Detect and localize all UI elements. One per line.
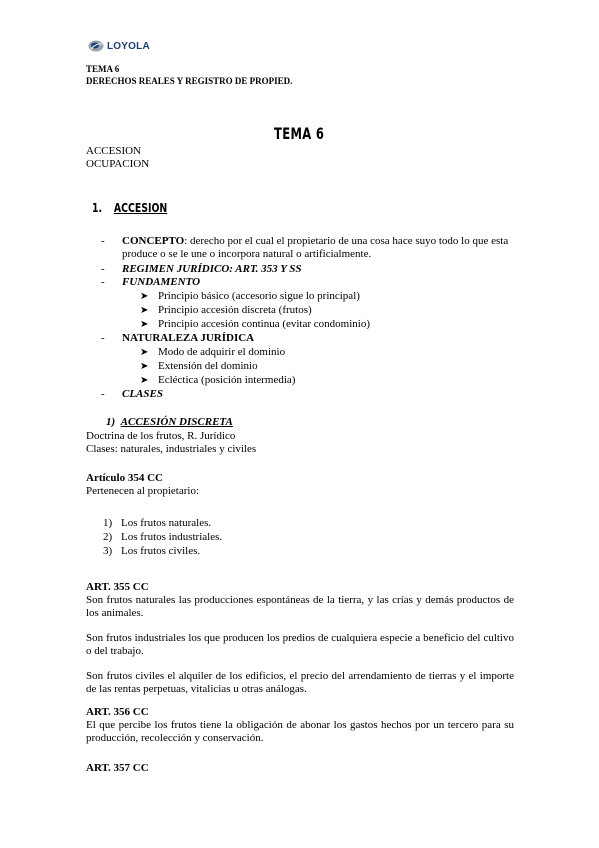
header-subject: DERECHOS REALES Y REGISTRO DE PROPIED.	[86, 76, 293, 86]
fundamento-item: ➤ Principio accesión continua (evitar condominio)	[140, 318, 370, 330]
fundamento-item: ➤ Principio básico (accesorio sigue lo principal)	[140, 290, 360, 302]
subsection-title: ACCESIÓN DISCRETA	[120, 416, 233, 428]
numbered-item: 2) Los frutos industriales.	[103, 531, 223, 543]
numbered-item: 3) Los frutos civiles.	[103, 545, 201, 557]
concepto-label: CONCEPTO	[122, 235, 185, 247]
fundamento-item: ➤ Principio accesión discreta (frutos)	[140, 304, 312, 316]
arrowhead-bullet-icon: ➤	[140, 291, 149, 302]
concepto-text: : derecho por el cual el propietario de una cosa hace suyo todo lo que esta produce o se le une o incorpora natural o artificialmente.	[122, 235, 509, 260]
arrowhead-bullet-icon: ➤	[140, 361, 149, 372]
article-heading: ART. 357 CC	[86, 762, 149, 774]
list-item-naturaleza: - NATURALEZA JURÍDICA	[101, 332, 521, 345]
page-title: TEMA 6	[274, 124, 325, 143]
section-title: ACCESION	[113, 201, 168, 215]
article-paragraph: Son frutos naturales las producciones espontáneas de la tierra, y las crías y demás productos de los animales.	[86, 594, 514, 619]
regimen-label: REGIMEN JURÍDICO: ART. 353 Y SS	[122, 263, 302, 275]
arrowhead-bullet-icon: ➤	[140, 347, 149, 358]
list-item-clases: - CLASES	[101, 388, 521, 401]
list-item-concepto: - CONCEPTO: derecho por el cual el propietario de una cosa hace suyo todo lo que esta produce o se le une o incorpora natural o artificialmente.	[101, 235, 509, 260]
loyola-logo-icon	[88, 40, 104, 52]
arrowhead-bullet-icon: ➤	[140, 305, 149, 316]
naturaleza-label: NATURALEZA JURÍDICA	[122, 332, 255, 344]
article-paragraph: El que percibe los frutos tiene la obligación de abonar los gastos hechos por un tercero para su producción, recolección y conservación.	[86, 719, 514, 744]
article-heading: Artículo 354 CC	[86, 472, 163, 484]
header-topic: TEMA 6	[86, 64, 120, 74]
article-paragraph: Son frutos civiles el alquiler de los edificios, el precio del arrendamiento de tierras y el importe de las rentas perpetuas, vitalicias u otras análogas.	[86, 670, 514, 695]
naturaleza-item: ➤ Ecléctica (posición intermedia)	[140, 374, 296, 386]
subsection-heading	[106, 416, 233, 428]
subsection-line: Clases: naturales, industriales y civiles	[86, 443, 257, 455]
list-item-fundamento: - FUNDAMENTO	[101, 276, 521, 289]
index-item-ocupacion: OCUPACION	[86, 158, 150, 170]
article-intro: Pertenecen al propietario:	[86, 485, 200, 497]
section-heading	[92, 201, 167, 215]
article-heading: ART. 355 CC	[86, 581, 149, 593]
numbered-item: 1) Los frutos naturales.	[103, 517, 212, 529]
subsection-line: Doctrina de los frutos, R. Jurídico	[86, 430, 236, 442]
fundamento-label: FUNDAMENTO	[122, 276, 201, 288]
naturaleza-item: ➤ Extensión del dominio	[140, 360, 258, 372]
logo-text: LOYOLA	[107, 40, 150, 52]
index-item-accesion: ACCESION	[86, 145, 142, 157]
clases-label: CLASES	[122, 388, 163, 400]
naturaleza-item: ➤ Modo de adquirir el dominio	[140, 346, 286, 358]
section-number: 1.	[92, 201, 103, 215]
arrowhead-bullet-icon: ➤	[140, 375, 149, 386]
subsection-number: 1)	[106, 416, 116, 428]
arrowhead-bullet-icon: ➤	[140, 319, 149, 330]
list-item-regimen: - REGIMEN JURÍDICO: ART. 353 Y SS	[101, 263, 521, 276]
header-logo	[88, 40, 150, 52]
article-heading: ART. 356 CC	[86, 706, 149, 718]
article-paragraph: Son frutos industriales los que producen los predios de cualquiera especie a beneficio del cultivo o del trabajo.	[86, 632, 514, 657]
